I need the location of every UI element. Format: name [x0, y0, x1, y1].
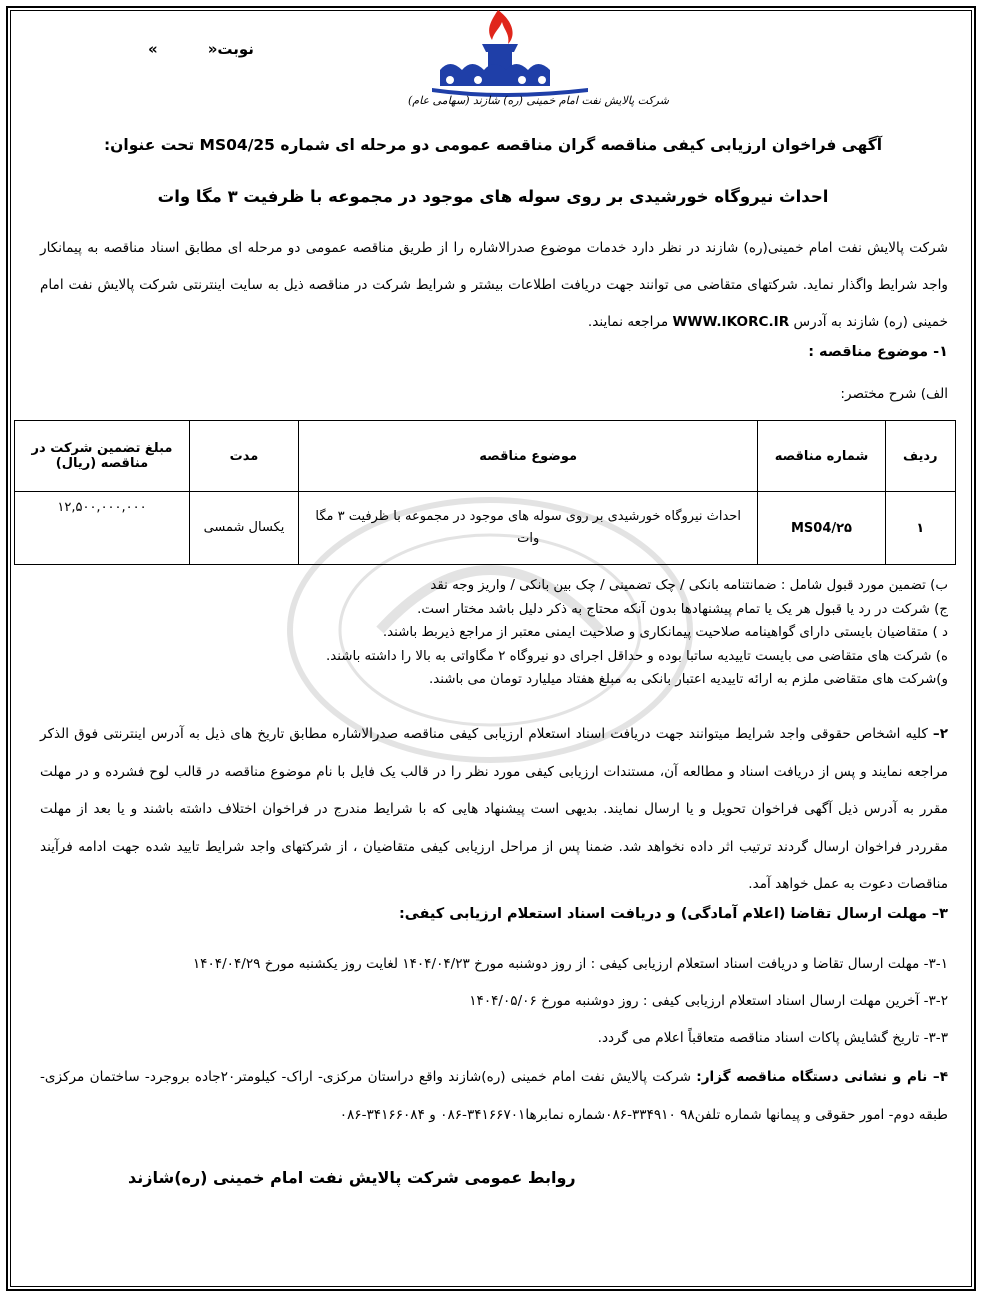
tender-table	[14, 420, 956, 565]
header-row-number: ردیف	[885, 421, 955, 492]
nobat-blank	[162, 40, 204, 58]
condition-item: و)شرکت های متقاضی ملزم به ارائه تاییدیه اعتبار بانکی به مبلغ هفتاد میلیارد تومان می باشند.	[428, 672, 948, 687]
nobat-label	[148, 40, 254, 58]
cell-duration: یکسال شمسی	[190, 492, 299, 565]
condition-item: ب) تضمین مورد قبول شامل : ضمانتنامه بانکی / چک تضمینی / چک بین بانکی / واریز وجه نقد	[430, 578, 948, 593]
company-logo-caption: شرکت پالایش نفت امام خمینی (ره) شازند (سهامی عام)	[408, 94, 669, 107]
section2-paragraph	[40, 716, 948, 904]
table-row	[15, 492, 956, 565]
tender-subject-title: احداث نیروگاه خورشیدی بر روی سوله های موجود در مجموعه با ظرفیت ۳ مگا وات	[157, 187, 829, 206]
cell-tender-number: MS04/۲۵	[758, 492, 885, 565]
section2-number: ۲–	[932, 726, 948, 742]
condition-item: ج) شرکت در رد یا قبول هر یک یا تمام پیشنهادها بدون آنکه محتاج به ذکر دلیل باشد مختار است.	[417, 601, 948, 617]
header-tender-subject: موضوع مناقصه	[298, 421, 758, 492]
nobat-text: نوبت«	[207, 40, 254, 58]
condition-item: ه) شرکت های متقاضی می بایست تاییدیه ساتبا بوده و حداقل اجرای دو نیروگاه ۲ مگاواتی به بالا را داشته باشند.	[325, 648, 948, 664]
section4-paragraph	[40, 1058, 948, 1134]
section4-text: شرکت پالایش نفت امام خمینی (ره)شازند واقع دراستان مرکزی- اراک- کیلومتر۲۰جاده بروجرد- ساختمان مرکزی- طبقه دوم- امور حقوقی و پیمانها شماره تلفن۹۸ ۳۳۴۹۱۰-۰۸۶شماره نمابرها۳۴۱۶۶۷۰۱-۰۸۶ و ۳۴۱۶۶۰۸۴-۰۸۶	[40, 1069, 948, 1123]
conditions-list	[40, 574, 948, 692]
section1-sub-a: الف) شرح مختصر:	[840, 386, 948, 402]
section3-item: ۳-۲- آخرین مهلت ارسال اسناد استعلام ارزیابی کیفی : روز دوشنبه مورخ ۱۴۰۴/۰۵/۰۶	[469, 993, 948, 1009]
header-tender-number: شماره مناقصه	[758, 421, 885, 492]
intro-paragraph	[40, 230, 948, 341]
section3-item: ۳-۱- مهلت ارسال تقاضا و دریافت اسناد استعلام ارزیابی کیفی : از روز دوشنبه مورخ ۱۴۰۴/۰۴/۲۳ لغایت روز یکشنبه مورخ ۱۴۰۴/۰۴/۲۹	[192, 956, 948, 972]
intro-text-end: مراجعه نمایند.	[587, 314, 673, 330]
website-link[interactable]: WWW.IKORC.IR	[672, 314, 790, 330]
section1-title: ۱- موضوع مناقصه :	[808, 344, 948, 360]
section3-list	[40, 946, 948, 1057]
cell-row-number: ۱	[885, 492, 955, 565]
section3-title: ۳– مهلت ارسال تقاضا (اعلام آمادگی) و دریافت اسناد استعلام ارزیابی کیفی:	[398, 906, 948, 922]
nobat-close: »	[148, 40, 158, 58]
header-duration: مدت	[190, 421, 299, 492]
section2-text: کلیه اشخاص حقوقی واجد شرایط میتوانند جهت دریافت اسناد استعلام ارزیابی کیفی مناقصه صدرالاشاره مطابق تاریخ های ذیل به آدرس اینترنتی فوق الذکر مراجعه نمایند و پس از دریافت اسناد و مطالعه آن، مستندات ارزیابی کیفی مورد نظر را در قالب یک فایل با نام موضوع مناقصه در قالب لوح فشرده و در مهلت مقرر به آدرس ذیل آگهی فراخوان تحویل و یا ارسال نمایند. بدیهی است پیشنهاد هایی که با شرایط مندرج در فراخوان اختلاف داشته باشند و یا بعد از مهلت مقرردر فراخوان ارسال گردند ترتیب اثر داده نخواهد شد. ضمنا پس از مراحل ارزیابی کیفی متقاضیان ، از شرکتهای واجد شرایط تایید شده جهت ادامه فرآیند مناقصات دعوت به عمل خواهد آمد.	[40, 726, 948, 892]
cell-guarantee-amount: ۱۲,۵۰۰,۰۰۰,۰۰۰	[15, 492, 190, 565]
section4-label: ۴– نام و نشانی دستگاه مناقصه گزار:	[696, 1069, 948, 1085]
table-header-row	[15, 421, 956, 492]
condition-item: د ) متقاضیان بایستی دارای گواهینامه صلاحیت پیمانکاری و صلاحیت ایمنی معتبر از مراجع ذیربط باشند.	[382, 625, 948, 640]
section3-item: ۳-۳- تاریخ گشایش پاکات اسناد مناقصه متعاقباً اعلام می گردد.	[597, 1030, 948, 1046]
cell-tender-subject: احداث نیروگاه خورشیدی بر روی سوله های موجود در مجموعه با ظرفیت ۳ مگا وات	[298, 492, 758, 565]
header-guarantee-amount: مبلغ تضمین شرکت در مناقصه (ریال)	[15, 421, 190, 492]
notice-title: آگهی فراخوان ارزیابی کیفی مناقصه گران مناقصه عمومی دو مرحله ای شماره MS04/25 تحت عنوان:	[103, 136, 883, 154]
intro-text: شرکت پالایش نفت امام خمینی(ره) شازند در نظر دارد خدمات موضوع صدرالاشاره را از طریق مناقصه عمومی دو مرحله ای مطابق اسناد مناقصه به پیمانکار واجد شرایط واگذار نماید. شرکتهای متقاضی می توانند جهت دریافت اطلاعات بیشتر و شرایط شرکت در مناقصه ذیل به سایت اینترنتی شرکت پالایش نفت امام خمینی (ره) شازند به آدرس	[40, 240, 948, 330]
public-relations-signature: روابط عمومی شرکت پالایش نفت امام خمینی (ره)شازند	[128, 1168, 576, 1187]
